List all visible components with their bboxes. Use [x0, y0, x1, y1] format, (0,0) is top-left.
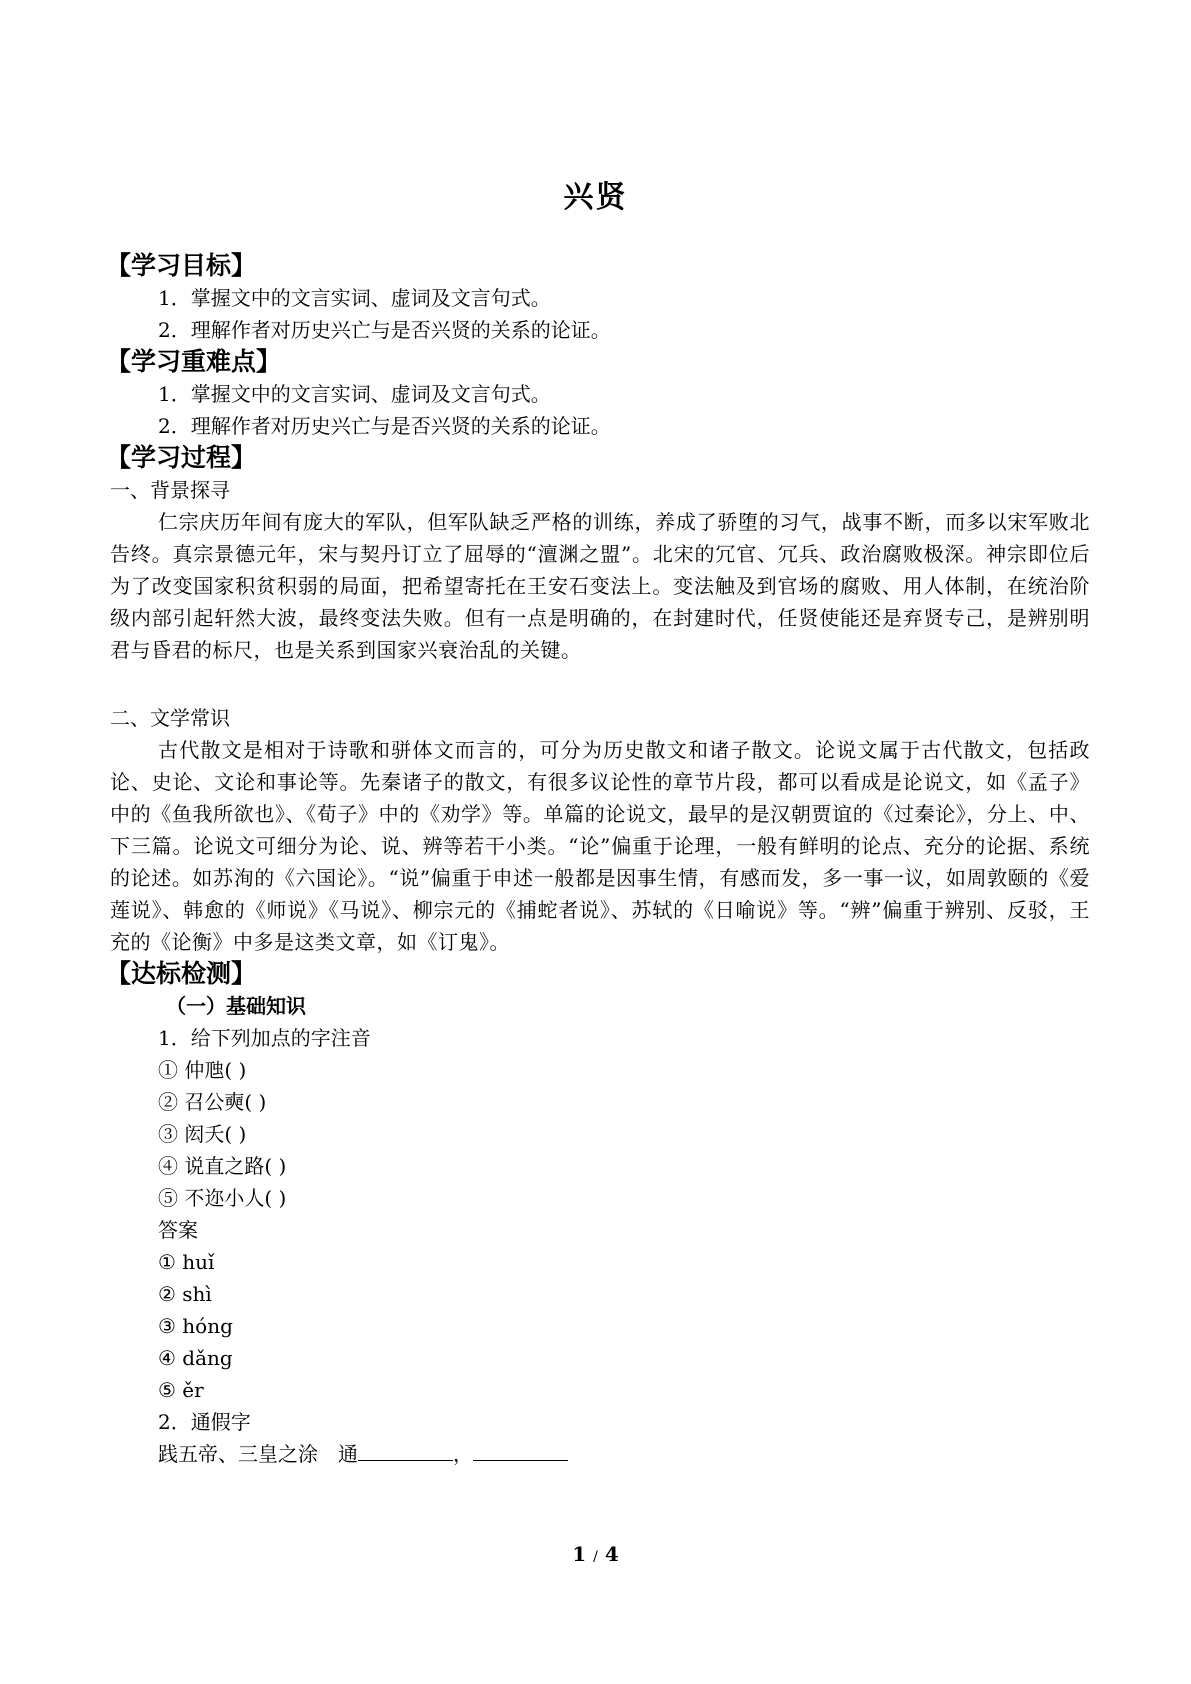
page-total: 4 — [604, 1542, 619, 1566]
process-heading: 【学习过程】 — [106, 443, 257, 472]
goals-heading: 【学习目标】 — [106, 251, 257, 280]
answer-blank[interactable] — [473, 1438, 568, 1461]
question-1-item: ⑤ 不迩小人( ) — [158, 1186, 287, 1210]
page-number — [0, 1542, 1191, 1566]
question-2-item — [110, 1438, 1090, 1470]
answer-blank[interactable] — [358, 1438, 453, 1461]
question-2-separator: ， — [453, 1442, 473, 1466]
goal-item: 2．理解作者对历史兴亡与是否兴贤的关系的论证。 — [158, 318, 611, 342]
key-point-item: 1．掌握文中的文言实词、虚词及文言句式。 — [158, 382, 551, 406]
page-separator: / — [593, 1549, 598, 1565]
question-2-label: 2．通假字 — [158, 1410, 251, 1434]
question-1-item: ④ 说直之路( ) — [158, 1154, 287, 1178]
key-points-heading: 【学习重难点】 — [106, 347, 282, 376]
answer-item: ⑤ ěr — [158, 1378, 204, 1402]
test-heading: 【达标检测】 — [106, 959, 257, 988]
document-title: 兴贤 — [563, 180, 628, 215]
background-paragraph: 仁宗庆历年间有庞大的军队，但军队缺乏严格的训练，养成了骄堕的习气，战事不断，而多以宋军败北告终。真宗景德元年，宋与契丹订立了屈辱的“澶渊之盟”。北宋的冗官、冗兵、政治腐败极深。神宗即位后为了改变国家积贫积弱的局面，把希望寄托在王安石变法上。变法触及到官场的腐败、用人体制，在统治阶级内部引起轩然大波，最终变法失败。但有一点是明确的，在封建时代，任贤使能还是弃贤专己，是辨别明君与昏君的标尺，也是关系到国家兴衰治乱的关键。 — [110, 510, 1090, 662]
question-1-item: ③ 闳夭( ) — [158, 1122, 247, 1146]
key-point-item: 2．理解作者对历史兴亡与是否兴贤的关系的论证。 — [158, 414, 611, 438]
literature-heading: 二、文学常识 — [110, 706, 230, 730]
question-1-item: ① 仲虺( ) — [158, 1058, 247, 1082]
page-current: 1 — [572, 1542, 587, 1566]
question-2-text: 践五帝、三皇之涂 通 — [158, 1442, 358, 1466]
answer-item: ① huǐ — [158, 1250, 215, 1274]
literature-paragraph: 古代散文是相对于诗歌和骈体文而言的，可分为历史散文和诸子散文。论说文属于古代散文，包括政论、史论、文论和事论等。先秦诸子的散文，有很多议论性的章节片段，都可以看成是论说文，如《孟子》中的《鱼我所欲也》、《荀子》中的《劝学》等。单篇的论说文，最早的是汉朝贾谊的《过秦论》，分上、中、下三篇。论说文可细分为论、说、辨等若干小类。“论”偏重于论理，一般有鲜明的论点、充分的论据、系统的论述。如苏洵的《六国论》。“说”偏重于申述一般都是因事生情，有感而发，多一事一议，如周敦颐的《爱莲说》、韩愈的《师说》《马说》、柳宗元的《捕蛇者说》、苏轼的《日喻说》等。“辨”偏重于辨别、反驳，王充的《论衡》中多是这类文章，如《订鬼》。 — [110, 738, 1090, 954]
answer-item: ② shì — [158, 1282, 212, 1306]
basic-knowledge-heading: （一）基础知识 — [166, 994, 306, 1018]
question-1-item: ② 召公奭( ) — [158, 1090, 267, 1114]
answer-item: ④ dǎng — [158, 1346, 233, 1370]
answer-item: ③ hóng — [158, 1314, 233, 1338]
question-1-label: 1．给下列加点的字注音 — [158, 1026, 371, 1050]
answer-label: 答案 — [158, 1218, 198, 1242]
document-body — [106, 250, 1090, 1470]
goal-item: 1．掌握文中的文言实词、虚词及文言句式。 — [158, 286, 551, 310]
background-heading: 一、背景探寻 — [110, 478, 230, 502]
